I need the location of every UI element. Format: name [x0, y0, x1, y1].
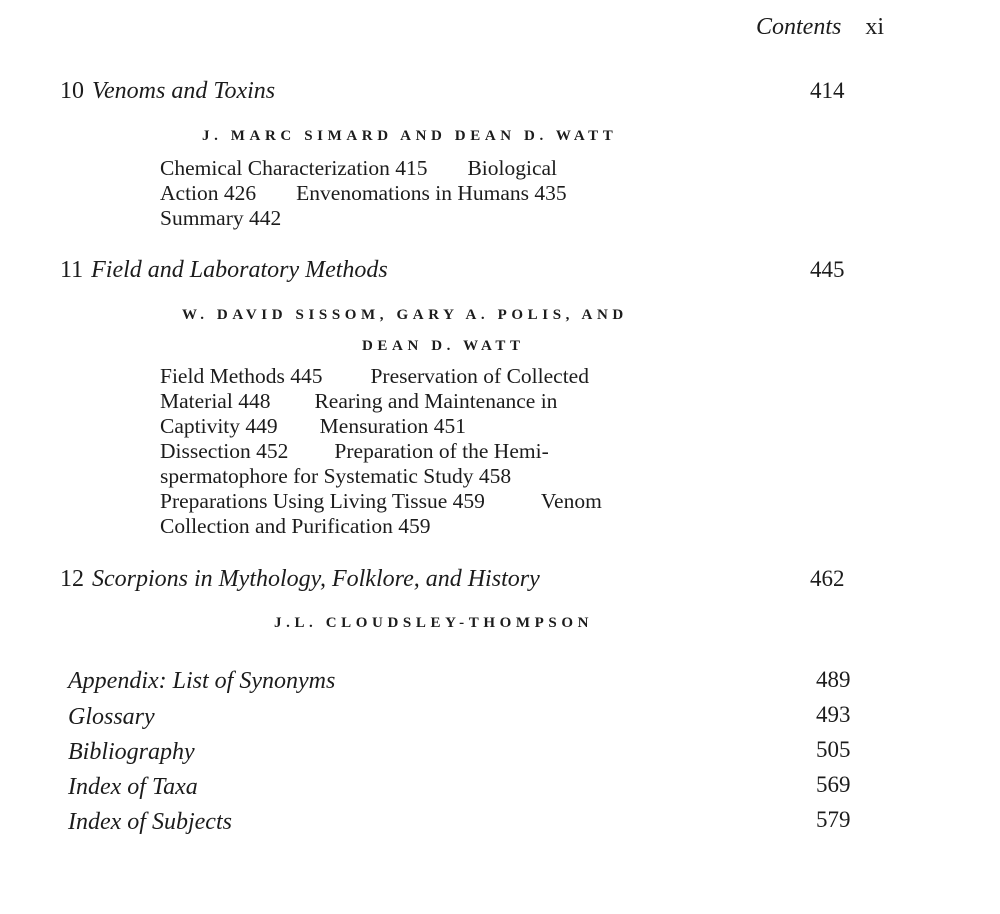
section-entry: Dissection 452	[160, 439, 289, 463]
chapter-12-authors: J.L. CLOUDSLEY-THOMPSON	[274, 615, 594, 631]
section-line	[160, 514, 602, 539]
chapter-11-authors-line-2: DEAN D. WATT	[362, 338, 525, 354]
chapter-12-page: 462	[810, 566, 845, 591]
back-matter-bibliography-page: 505	[816, 737, 851, 762]
section-line	[160, 464, 602, 489]
section-entry: Action 426	[160, 181, 257, 205]
back-matter-glossary-title: Glossary	[68, 704, 155, 730]
section-entry: Preparation of the Hemi-	[334, 439, 549, 463]
section-line	[160, 364, 602, 389]
chapter-11-title	[60, 257, 388, 284]
chapter-number: 12	[60, 566, 84, 592]
section-entry: Mensuration 451	[319, 414, 466, 438]
chapter-10-page: 414	[810, 78, 845, 103]
section-entry: spermatophore for Systematic Study 458	[160, 464, 512, 488]
chapter-title-text: Venoms and Toxins	[92, 78, 276, 104]
back-matter-appendix-page: 489	[816, 667, 851, 692]
back-matter-bibliography-title: Bibliography	[68, 739, 195, 765]
running-head-label: Contents	[756, 14, 842, 40]
section-entry: Material 448	[160, 389, 271, 413]
chapter-12-title	[60, 566, 540, 593]
section-entry: Field Methods 445	[160, 364, 323, 388]
back-matter-appendix-title: Appendix: List of Synonyms	[68, 668, 336, 694]
chapter-title-text: Scorpions in Mythology, Folklore, and History	[92, 566, 540, 592]
section-entry: Preparations Using Living Tissue 459	[160, 489, 485, 513]
section-line	[160, 156, 567, 181]
chapter-number: 11	[60, 257, 84, 283]
section-line	[160, 181, 567, 206]
section-entry: Summary 442	[160, 206, 282, 230]
chapter-11-page: 445	[810, 257, 845, 282]
chapter-10-authors: J. MARC SIMARD AND DEAN D. WATT	[202, 128, 618, 144]
back-matter-index-of-subjects-page: 579	[816, 807, 851, 832]
section-entry: Preservation of Collected	[370, 364, 589, 388]
section-entry: Chemical Characterization 415	[160, 156, 428, 180]
section-entry: Rearing and Maintenance in	[314, 389, 558, 413]
section-entry: Collection and Purification 459	[160, 514, 431, 538]
running-head-page-number: xi	[865, 14, 885, 40]
back-matter-index-of-taxa-title: Index of Taxa	[68, 774, 198, 800]
chapter-11-authors-line-1: W. DAVID SISSOM, GARY A. POLIS, AND	[182, 307, 628, 323]
section-entry: Venom	[540, 489, 602, 513]
section-line	[160, 489, 602, 514]
back-matter-index-of-taxa-page: 569	[816, 772, 851, 797]
section-line	[160, 414, 602, 439]
section-line	[160, 206, 567, 231]
section-line	[160, 389, 602, 414]
back-matter-glossary-page: 493	[816, 702, 851, 727]
back-matter-index-of-subjects-title: Index of Subjects	[68, 809, 232, 835]
chapter-10-title	[60, 78, 275, 105]
section-entry: Biological	[467, 156, 558, 180]
chapter-10-sections	[160, 156, 567, 231]
running-head	[756, 14, 884, 41]
section-entry: Captivity 449	[160, 414, 278, 438]
chapter-title-text: Field and Laboratory Methods	[91, 257, 388, 283]
chapter-number: 10	[60, 78, 84, 104]
section-line	[160, 439, 602, 464]
chapter-11-sections	[160, 364, 602, 539]
section-entry: Envenomations in Humans 435	[296, 181, 567, 205]
